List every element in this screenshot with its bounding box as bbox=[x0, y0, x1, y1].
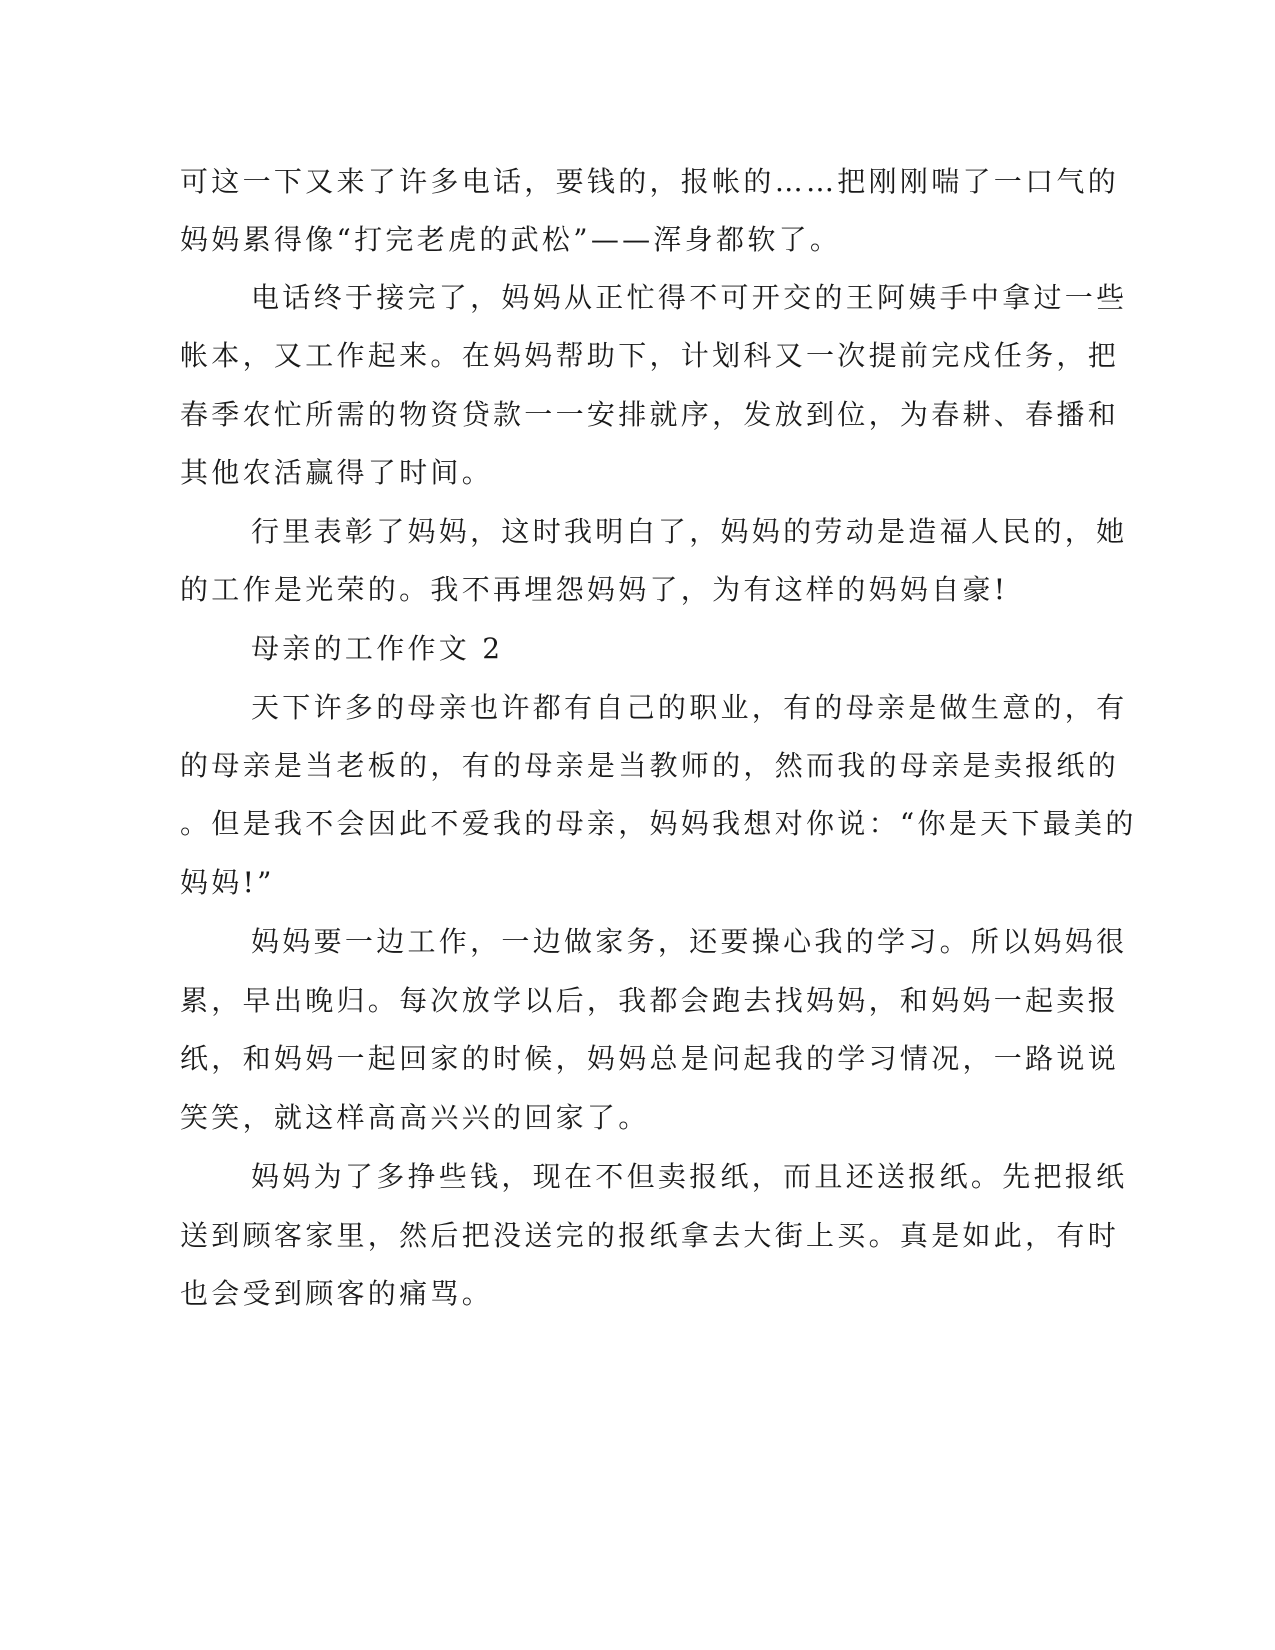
text-line: 也会受到顾客的痛骂。 bbox=[180, 1277, 494, 1310]
text-line: 笑笑，就这样高高兴兴的回家了。 bbox=[180, 1101, 650, 1134]
section-heading: 母亲的工作作文 2 bbox=[251, 632, 504, 665]
text-line: 可这一下又来了许多电话，要钱的，报帐的……把刚刚喘了一口气的 bbox=[180, 165, 1120, 198]
text-line: 送到顾客家里，然后把没送完的报纸拿去大街上买。真是如此，有时 bbox=[180, 1219, 1120, 1252]
text-line: 春季农忙所需的物资贷款一一安排就序，发放到位，为春耕、春播和 bbox=[180, 398, 1120, 431]
paragraph-start-line: 妈妈要一边工作，一边做家务，还要操心我的学习。所以妈妈很 bbox=[251, 925, 1128, 958]
paragraph-start-line: 电话终于接完了，妈妈从正忙得不可开交的王阿姨手中拿过一些 bbox=[251, 281, 1128, 314]
paragraph-start-line: 天下许多的母亲也许都有自己的职业，有的母亲是做生意的，有 bbox=[251, 691, 1128, 724]
text-line: 的工作是光荣的。我不再埋怨妈妈了，为有这样的妈妈自豪! bbox=[180, 573, 1009, 606]
text-line: 妈妈!” bbox=[180, 866, 275, 899]
text-line: 。但是我不会因此不爱我的母亲，妈妈我想对你说：“你是天下最美的 bbox=[180, 807, 1137, 840]
text-line: 纸，和妈妈一起回家的时候，妈妈总是问起我的学习情况，一路说说 bbox=[180, 1042, 1120, 1075]
text-line: 累，早出晚归。每次放学以后，我都会跑去找妈妈，和妈妈一起卖报 bbox=[180, 984, 1120, 1017]
paragraph-start-line: 行里表彰了妈妈，这时我明白了，妈妈的劳动是造福人民的，她 bbox=[251, 515, 1128, 548]
paragraph-start-line: 妈妈为了多挣些钱，现在不但卖报纸，而且还送报纸。先把报纸 bbox=[251, 1160, 1128, 1193]
text-line: 其他农活赢得了时间。 bbox=[180, 456, 494, 489]
text-line: 帐本，又工作起来。在妈妈帮助下，计划科又一次提前完戍任务，把 bbox=[180, 339, 1120, 372]
text-line: 的母亲是当老板的，有的母亲是当教师的，然而我的母亲是卖报纸的 bbox=[180, 749, 1120, 782]
text-line: 妈妈累得像“打完老虎的武松”——浑身都软了。 bbox=[180, 223, 842, 256]
